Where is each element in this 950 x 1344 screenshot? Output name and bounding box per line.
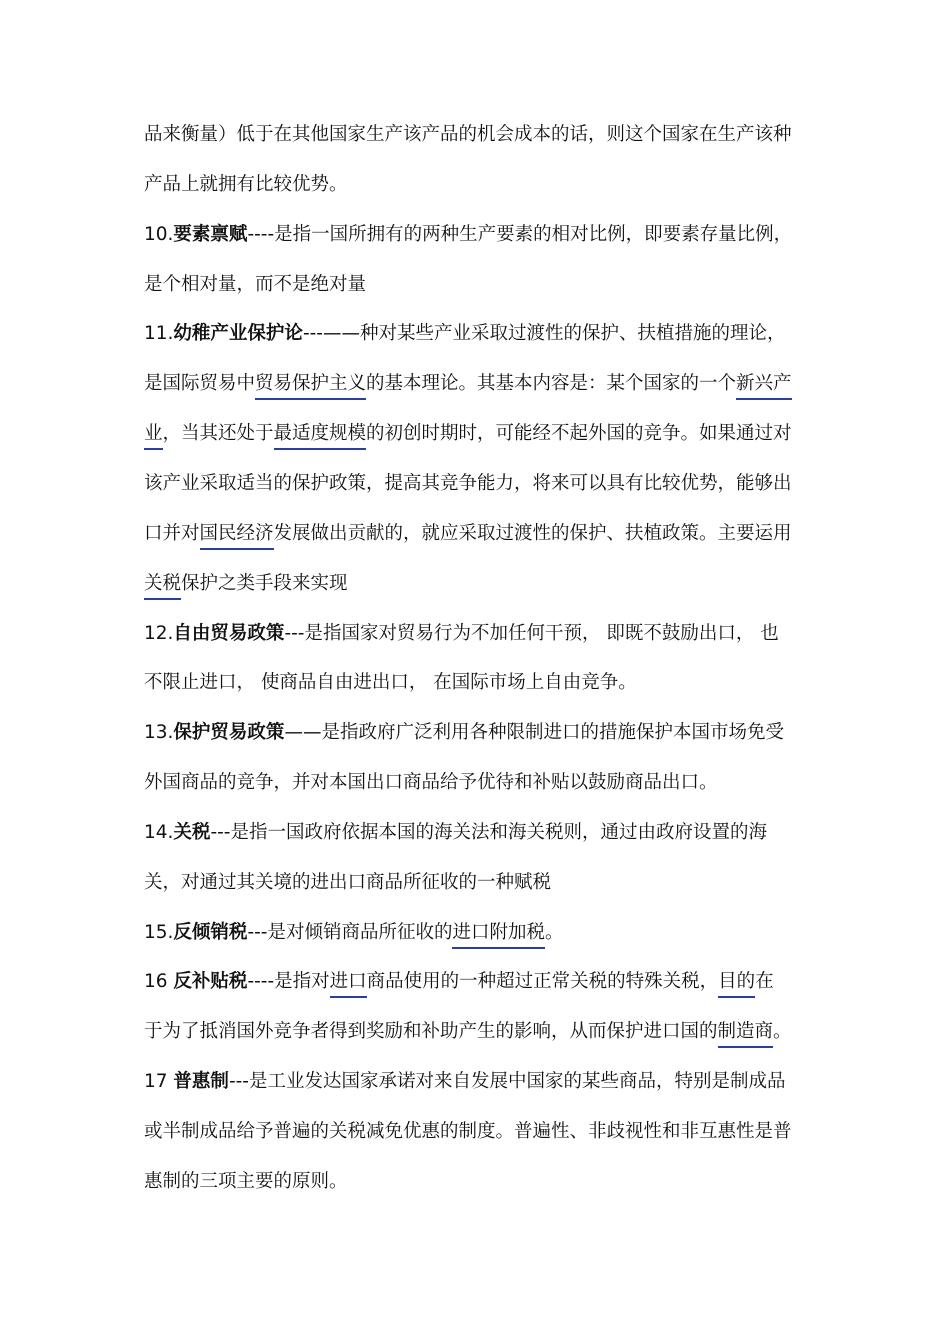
text-line [144,367,816,401]
text-segment: 口并对 [144,523,200,544]
text-line [144,218,816,252]
text-segment: 12. [144,623,174,644]
text-segment: 15. [144,922,174,943]
text-segment: 在 [755,971,774,992]
text-segment: 10. [144,224,174,245]
underlined-link[interactable]: 业 [144,423,163,450]
text-segment: 产品上就拥有比较优势。 [144,174,348,195]
text-segment: 商品使用的一种超过正常关税的特殊关税， [366,971,719,992]
text-segment: 11. [144,323,174,344]
text-line [144,916,816,950]
term-heading: 自由贸易政策 [173,623,285,644]
text-segment: 保护之类手段来实现 [181,573,348,594]
text-segment: 不限止进口， 使商品自由进出口， 在国际市场上自由竞争。 [144,672,637,693]
text-segment: ---是指国家对贸易行为不加任何干预， 即既不鼓励出口， 也 [284,623,779,644]
text-segment: 惠制的三项主要的原则。 [144,1171,348,1192]
term-heading: 关税 [173,822,211,843]
underlined-link[interactable]: 进口附加税 [452,922,545,949]
term-heading: 普惠制 [173,1071,229,1092]
term-heading: 幼稚产业保护论 [173,323,303,344]
text-line [144,965,816,999]
underlined-link[interactable]: 目的 [718,971,755,998]
text-line [144,1015,816,1049]
text-line [144,1115,816,1149]
text-segment: ---是对倾销商品所征收的 [247,922,453,943]
text-segment: 的基本理论。其基本内容是：某个国家的一个 [366,373,737,394]
text-line [144,567,816,601]
text-segment: ----是指一国所拥有的两种生产要素的相对比例，即要素存量比例， [247,224,793,245]
text-segment: 品来衡量）低于在其他国家生产该产品的机会成本的话，则这个国家在生产该种 [144,124,792,145]
text-line [144,666,816,700]
text-line [144,467,816,501]
text-segment: 14. [144,822,174,843]
text-segment: 16 [144,971,174,992]
text-segment: 发展做出贡献的，就应采取过渡性的保护、扶植政策。主要运用 [273,523,792,544]
text-segment: 于为了抵消国外竞争者得到奖励和补助产生的影响，从而保护进口国的 [144,1021,718,1042]
text-segment: 关，对通过其关境的进出口商品所征收的一种赋税 [144,872,552,893]
text-line [144,866,816,900]
text-segment: 的初创时期时，可能经不起外国的竞争。如果通过对 [366,423,792,444]
underlined-link[interactable]: 新兴产 [736,373,792,400]
text-segment: 外国商品的竞争，并对本国出口商品给予优待和补贴以鼓励商品出口。 [144,772,718,793]
text-segment: 13. [144,722,174,743]
text-line [144,1065,816,1099]
text-segment: 是个相对量，而不是绝对量 [144,274,367,295]
term-heading: 反补贴税 [173,971,248,992]
text-segment: 该产业采取适当的保护政策，提高其竞争能力，将来可以具有比较优势，能够出 [144,473,792,494]
text-line [144,1165,816,1199]
text-line [144,118,816,152]
text-segment: 或半制成品给予普遍的关税减免优惠的制度。普遍性、非歧视性和非互惠性是普 [144,1121,792,1142]
text-line [144,168,816,202]
underlined-link[interactable]: 贸易保护主义 [255,373,366,400]
text-segment: 17 [144,1071,174,1092]
underlined-link[interactable]: 国民经济 [200,523,274,550]
text-segment: ---是工业发达国家承诺对来自发展中国家的某些商品，特别是制成品 [228,1071,786,1092]
underlined-link[interactable]: 制造商 [718,1021,774,1048]
text-line [144,716,816,750]
text-segment: 。 [544,922,564,943]
text-line [144,766,816,800]
term-heading: 要素禀赋 [173,224,248,245]
text-segment: ——是指政府广泛利用各种限制进口的措施保护本国市场免受 [284,722,784,743]
term-heading: 反倾销税 [173,922,248,943]
underlined-link[interactable]: 最适度规模 [274,423,367,450]
text-line [144,268,816,302]
text-segment: 是国际贸易中 [144,373,256,394]
text-line [144,317,816,351]
underlined-link[interactable]: 关税 [144,573,181,600]
text-segment: ----是指对 [247,971,330,992]
text-line [144,816,816,850]
text-segment: ---——种对某些产业采取过渡性的保护、扶植措施的理论， [302,323,786,344]
text-line [144,617,816,651]
text-line [144,417,816,451]
underlined-link[interactable]: 进口 [330,971,367,998]
term-heading: 保护贸易政策 [173,722,285,743]
text-segment: 。 [773,1021,792,1042]
text-segment: ，当其还处于 [162,423,274,444]
text-segment: ---是指一国政府依据本国的海关法和海关税则，通过由政府设置的海 [210,822,767,843]
text-line [144,517,816,551]
